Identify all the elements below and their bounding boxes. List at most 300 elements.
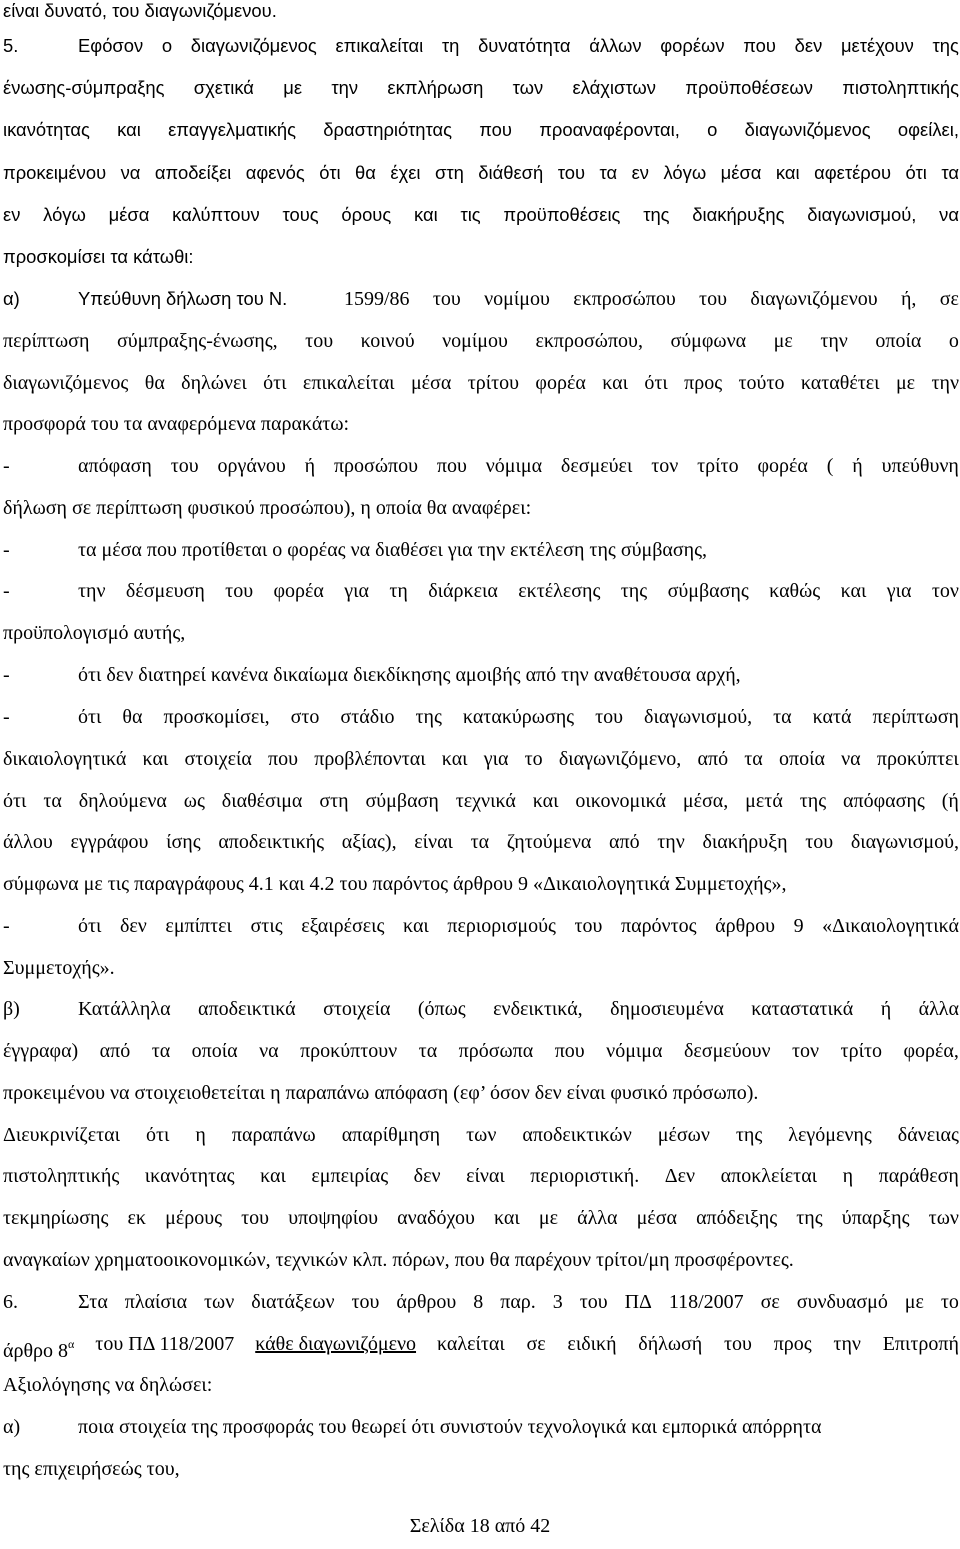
word: (ή — [941, 790, 959, 812]
text-line: προσκομίσει τα κάτωθι: — [3, 246, 194, 267]
word: επικαλείται — [335, 35, 424, 56]
word: προς — [684, 372, 723, 394]
word: και — [441, 748, 468, 770]
word: ( — [826, 455, 834, 477]
word: καλείται — [437, 1333, 505, 1355]
word: διαγωνιζόμενος — [744, 119, 871, 140]
word: είναι — [466, 1165, 505, 1187]
word: που — [554, 1040, 585, 1062]
word: απόφαση — [78, 455, 152, 477]
word: με — [895, 372, 916, 394]
text-line: Συμμετοχής». — [3, 957, 115, 979]
word: δυνατότητα — [478, 35, 571, 56]
word: κοινού — [360, 330, 415, 352]
word: τους — [282, 204, 319, 225]
word: και — [602, 372, 628, 394]
word: δεσμεύουν — [683, 1040, 771, 1062]
justified-text — [78, 575, 959, 607]
word: έγγραφα) — [3, 1040, 79, 1062]
word: περίπτωση — [3, 330, 90, 352]
word: διαγωνιζόμενος — [3, 372, 129, 394]
word: με — [904, 1291, 924, 1313]
word: διαγωνιζόμενο, — [558, 748, 682, 770]
word: οποία — [778, 748, 825, 770]
word: μέσα — [636, 1207, 677, 1229]
word: του — [351, 1291, 380, 1313]
word: καταθέτει — [800, 372, 880, 394]
word: τούτο — [738, 372, 785, 394]
word: στις — [250, 915, 283, 937]
justified-text — [78, 283, 959, 315]
word: φορέα — [535, 372, 586, 394]
word: της — [799, 790, 827, 812]
word: περίπτωση — [872, 706, 959, 728]
text-line: προκειμένου να στοιχειοθετείται η παραπάνω απόφαση (εφ’ όσον δεν είναι φυσικό πρόσωπο). — [3, 1082, 759, 1104]
word: η — [195, 1124, 206, 1146]
word: την — [657, 831, 685, 853]
word: από — [697, 748, 729, 770]
text-line: είναι δυνατό, του διαγωνιζόμενου. — [3, 0, 277, 21]
word: εν — [631, 162, 650, 183]
word: προαναφέρονται, — [539, 119, 680, 140]
text-line — [3, 1035, 959, 1067]
word: ύπαρξης — [841, 1207, 910, 1229]
word: στοιχεία — [323, 998, 391, 1020]
text-line — [3, 325, 959, 357]
word: (όπως — [417, 998, 466, 1020]
word: αποδεικτικά — [198, 998, 296, 1020]
word: εμπειρίας — [311, 1165, 389, 1187]
word: αποδεικτικών — [522, 1124, 632, 1146]
word: εξαιρέσεις — [301, 915, 385, 937]
word: το — [940, 1291, 959, 1313]
justified-text — [78, 450, 959, 482]
word: διακήρυξης — [692, 204, 785, 225]
word: την — [931, 372, 959, 394]
text-line: δήλωση σε περίπτωση φυσικού προσώπου), η οποία θα αναφέρει: — [3, 497, 532, 519]
word: μέσα, — [682, 790, 729, 812]
word: την — [78, 580, 106, 602]
paragraph-6-first-line — [3, 1286, 959, 1318]
word: κατακύρωσης — [462, 706, 575, 728]
word: που — [743, 35, 776, 56]
word: της — [796, 1207, 823, 1229]
item-b-first-line — [3, 993, 959, 1025]
word: άλλα — [577, 1207, 618, 1229]
word: πιστοληπτικής — [842, 77, 959, 98]
word: νομίμου — [442, 330, 508, 352]
word: ή — [852, 455, 863, 477]
item-6a-first-line — [3, 1411, 959, 1443]
text-line: αναγκαίων χρηματοοικονομικών, τεχνικών κλπ. πόρων, που θα παρέχουν τρίτοι/μη προσφέροντες. — [3, 1249, 794, 1271]
word: αποδείξει — [154, 162, 232, 183]
word: οικονομικά — [575, 790, 666, 812]
word: σύμβαση — [365, 790, 439, 812]
word: της — [932, 35, 959, 56]
dash-item-first-line — [3, 575, 959, 607]
word: θα — [355, 162, 376, 183]
page-number-footer: Σελίδα 18 από 42 — [409, 1515, 551, 1537]
word: με — [773, 330, 793, 352]
word: του — [805, 831, 834, 853]
word: και — [494, 1207, 520, 1229]
word: τρίτου — [467, 372, 520, 394]
word: τα — [744, 748, 763, 770]
word: καλύπτουν — [172, 204, 260, 225]
word: ότι — [145, 1124, 170, 1146]
justified-text — [78, 30, 959, 62]
word: της — [643, 204, 670, 225]
dash-item-first-line — [3, 910, 959, 942]
word: αφενός — [245, 162, 305, 183]
dash-bullet: - — [3, 706, 10, 728]
word: και — [413, 204, 438, 225]
text-line: προϋπολογισμό αυτής, — [3, 622, 186, 644]
word: τον — [792, 1040, 820, 1062]
word: προϋποθέσεων — [685, 77, 813, 98]
word: ή, — [900, 288, 917, 310]
word: 8 — [473, 1291, 484, 1313]
word: ΠΔ — [624, 1291, 652, 1313]
word: με — [283, 77, 303, 98]
text-line: Αξιολόγησης να δηλώσει: — [3, 1374, 213, 1396]
word: δικαιολογητικά — [3, 748, 127, 770]
word: τεκμηρίωσης — [3, 1207, 109, 1229]
text-line — [3, 785, 959, 817]
word: του — [241, 1207, 270, 1229]
word: και — [142, 748, 169, 770]
word: αποδεικτικής — [218, 831, 325, 853]
word: αποκλείεται — [720, 1165, 818, 1187]
paragraph-number: 5. — [3, 35, 19, 56]
word: καταστατικά — [751, 998, 854, 1020]
word: που — [268, 748, 299, 770]
word: την — [820, 330, 848, 352]
justified-text — [78, 993, 959, 1025]
word: τον — [931, 580, 959, 602]
word: ως — [183, 790, 205, 812]
word: να — [259, 1040, 279, 1062]
paragraph-number: 6. — [3, 1291, 18, 1313]
word: η — [842, 1165, 854, 1187]
word: για — [483, 748, 509, 770]
word: σε — [760, 1291, 780, 1313]
word: Κατάλληλα — [78, 998, 171, 1020]
word: τη — [441, 35, 460, 56]
justified-text — [78, 910, 959, 942]
word: άλλα — [918, 998, 959, 1020]
word: του — [724, 1333, 752, 1355]
word: ότι — [905, 162, 927, 183]
superscript: α — [68, 1337, 75, 1351]
word: καθώς — [769, 580, 821, 602]
word: μέσα — [108, 204, 150, 225]
word: τα — [470, 831, 490, 853]
word: δήλωσή — [638, 1333, 703, 1355]
word: λόγω — [43, 204, 86, 225]
word: της — [735, 1124, 763, 1146]
word: ότι — [78, 706, 102, 728]
word: διαγωνισμού, — [807, 204, 917, 225]
word: εν — [3, 204, 21, 225]
word: του — [170, 455, 199, 477]
word: θα — [122, 706, 143, 728]
word: στο — [290, 706, 320, 728]
word: ή — [880, 998, 892, 1020]
word: λεγόμενης — [788, 1124, 872, 1146]
word: ότι — [644, 372, 668, 394]
text-line — [3, 367, 959, 399]
word: διαγωνισμού, — [644, 706, 753, 728]
word: άλλου — [3, 831, 53, 853]
word: πρόσωπα — [458, 1040, 534, 1062]
word: σχετικά — [193, 77, 254, 98]
word: παρόντος — [621, 915, 697, 937]
word: άλλων — [589, 35, 642, 56]
word: μέσα — [720, 162, 762, 183]
word: παράθεση — [878, 1165, 959, 1187]
word: του — [432, 288, 461, 310]
word: του — [579, 1291, 608, 1313]
word: ότι — [78, 915, 102, 937]
word: τα — [773, 706, 792, 728]
dash-bullet: - — [3, 915, 10, 937]
word: φορέα — [273, 580, 324, 602]
word: εμπίπτει — [165, 915, 232, 937]
word: ότι — [319, 162, 341, 183]
word: με — [538, 1207, 558, 1229]
word: τεχνικά — [455, 790, 516, 812]
word: και — [117, 119, 141, 140]
word: τις — [460, 204, 481, 225]
text-line — [3, 72, 959, 104]
word: τα — [151, 1040, 171, 1062]
word: από — [609, 831, 640, 853]
item-label: α) — [3, 1416, 21, 1438]
word: υπεύθυνη — [881, 455, 959, 477]
word: των — [512, 77, 544, 98]
word: διάθεσή — [478, 162, 544, 183]
word: των — [466, 1124, 497, 1146]
word: ο — [948, 330, 959, 352]
text-run: άρθρο 8 — [3, 1340, 69, 1362]
text-run: τα μέσα που προτίθεται ο φορέας να διαθέσει για την εκτέλεση της σύμβασης, — [78, 539, 708, 561]
word: Στα — [78, 1291, 108, 1313]
word: εκπροσώπου, — [535, 330, 643, 352]
word: των — [928, 1207, 959, 1229]
word: ζητούμενα — [506, 831, 592, 853]
word: υποψηφίου — [288, 1207, 379, 1229]
word: ειδική — [567, 1333, 617, 1355]
word: Εφόσον — [78, 35, 144, 56]
text-line — [3, 1119, 959, 1151]
dash-item-first-line — [3, 534, 959, 566]
word: εκτέλεσης — [518, 580, 601, 602]
word: έχει — [390, 162, 421, 183]
text-line — [3, 157, 959, 189]
word: οφείλει, — [897, 119, 959, 140]
item-label: β) — [3, 998, 20, 1020]
word: τα — [418, 1040, 438, 1062]
word: στοιχεία — [184, 748, 252, 770]
text-line: σύμφωνα με τις παραγράφους 4.1 και 4.2 του παρόντος άρθρου 9 «Δικαιολογητικά Συμμετοχής», — [3, 873, 787, 895]
text-run — [344, 283, 959, 315]
word: νόμιμα — [485, 455, 543, 477]
text-line — [3, 199, 959, 231]
word: λόγω — [663, 162, 707, 183]
word: ελάχιστων — [572, 77, 656, 98]
word: αφετέρου — [814, 162, 892, 183]
word: της — [415, 706, 442, 728]
word: διαγωνιζόμενος — [190, 35, 317, 56]
word: δεν — [794, 35, 823, 56]
word: ενδεικτικά, — [493, 998, 583, 1020]
word: απαρίθμηση — [341, 1124, 441, 1146]
word: Επιτροπή — [882, 1333, 959, 1355]
word: άρθρου — [396, 1291, 457, 1313]
word: ή — [304, 455, 316, 477]
justified-text — [78, 701, 959, 733]
word: δεν — [119, 915, 147, 937]
word: 3 — [552, 1291, 563, 1313]
word: και — [840, 580, 867, 602]
word: προκειμένου — [3, 162, 107, 183]
word: ίσης — [166, 831, 201, 853]
dash-item-first-line — [3, 701, 959, 733]
word: και — [260, 1165, 286, 1187]
text-line — [3, 1328, 959, 1360]
word: Διευκρινίζεται — [3, 1124, 120, 1146]
dash-bullet: - — [3, 664, 10, 686]
word: μέρους — [165, 1207, 223, 1229]
word: μέσων — [657, 1124, 710, 1146]
word: δάνειας — [897, 1124, 959, 1146]
word: προϋποθέσεις — [503, 204, 621, 225]
word: δηλώνει — [181, 372, 247, 394]
word: 1599/86 — [344, 288, 410, 310]
word: όρους — [341, 204, 392, 225]
word: προκύπτει — [876, 748, 959, 770]
word: διαγωνιζόμενου — [750, 288, 878, 310]
dash-bullet: - — [3, 539, 10, 561]
text-line — [3, 1202, 959, 1234]
text-run: Υπεύθυνη δήλωση του Ν. — [78, 288, 288, 309]
word: που — [479, 119, 512, 140]
word: και — [532, 790, 559, 812]
word: στη — [434, 162, 464, 183]
word: εγγράφου — [70, 831, 149, 853]
word: φορέα, — [903, 1040, 959, 1062]
word: τα — [43, 790, 62, 812]
word: ικανότητας — [3, 119, 90, 140]
word: δραστηριότητας — [323, 119, 452, 140]
word: ο — [161, 35, 173, 56]
text-line — [3, 114, 959, 146]
word: περιορισμούς — [447, 915, 556, 937]
word: προς — [773, 1333, 812, 1355]
word: διαθέσιμα — [221, 790, 303, 812]
word: φορέα — [757, 455, 808, 477]
word: να — [841, 748, 861, 770]
word: παρ. — [500, 1291, 536, 1313]
dash-bullet: - — [3, 580, 10, 602]
word: που — [436, 455, 467, 477]
word: τα — [599, 162, 618, 183]
word: δηλούμενα — [78, 790, 167, 812]
word: νομίμου — [484, 288, 550, 310]
dash-item-first-line — [3, 659, 959, 691]
dash-bullet: - — [3, 455, 10, 477]
word: μετά — [745, 790, 783, 812]
word: τον — [651, 455, 679, 477]
word: στη — [319, 790, 349, 812]
text-run: ότι δεν διατηρεί κανένα δικαίωμα διεκδίκησης αμοιβής από την αναθέτουσα αρχή, — [78, 664, 741, 686]
underlined-text: κάθε διαγωνιζόμενο — [255, 1333, 417, 1355]
word: εκπροσώπου — [573, 288, 676, 310]
word: ότι — [263, 372, 287, 394]
word: ικανότητας — [144, 1165, 235, 1187]
word: άρθρου — [715, 915, 776, 937]
word: παραπάνω — [231, 1124, 316, 1146]
word: αξίας), — [341, 831, 397, 853]
word: φορέων — [660, 35, 725, 56]
word: είναι — [414, 831, 453, 853]
word: δεν — [413, 1165, 441, 1187]
word: επικαλείται — [302, 372, 395, 394]
word: των — [204, 1291, 235, 1313]
word: σε — [526, 1333, 546, 1355]
text-line — [3, 1160, 959, 1192]
word: του — [557, 162, 586, 183]
word: εκπλήρωση — [387, 77, 484, 98]
word: διαγωνισμού, — [850, 831, 959, 853]
word: ένωσης-σύμπραξης — [3, 77, 165, 98]
word: περιοριστική. — [530, 1165, 640, 1187]
word: διατάξεων — [251, 1291, 335, 1313]
word: οποία — [875, 330, 922, 352]
word: σύμφωνα — [670, 330, 747, 352]
word: για — [886, 580, 912, 602]
word: επαγγελματικής — [168, 119, 296, 140]
word: και — [775, 162, 800, 183]
word: απόδειξης — [696, 1207, 778, 1229]
justified-text — [437, 1328, 959, 1360]
word: στάδιο — [340, 706, 395, 728]
word: του — [595, 706, 624, 728]
word: εκ — [127, 1207, 146, 1229]
word: θα — [144, 372, 165, 394]
word: τρίτο — [697, 455, 739, 477]
word: 118/2007 — [668, 1291, 744, 1313]
text-line — [3, 743, 959, 775]
word: προσκομίσει, — [163, 706, 270, 728]
word: το — [524, 748, 543, 770]
word: «Δικαιολογητικά — [822, 915, 959, 937]
dash-item-first-line — [3, 450, 959, 482]
item-label: α) — [3, 288, 20, 309]
text-run: ποια στοιχεία της προσφοράς του θεωρεί ότι συνιστούν τεχνολογικά και εμπορικά απόρρητα — [78, 1416, 822, 1438]
word: μέσα — [410, 372, 452, 394]
text-run: του ΠΔ 118/2007 — [95, 1333, 235, 1355]
paragraph-5-first-line — [3, 30, 959, 62]
text-line — [3, 826, 959, 858]
word: αναδόχου — [397, 1207, 475, 1229]
word: και — [403, 915, 429, 937]
word: διάρκεια — [428, 580, 498, 602]
word: προσώπου — [333, 455, 418, 477]
word: σε — [939, 288, 959, 310]
word: τρίτο — [840, 1040, 882, 1062]
